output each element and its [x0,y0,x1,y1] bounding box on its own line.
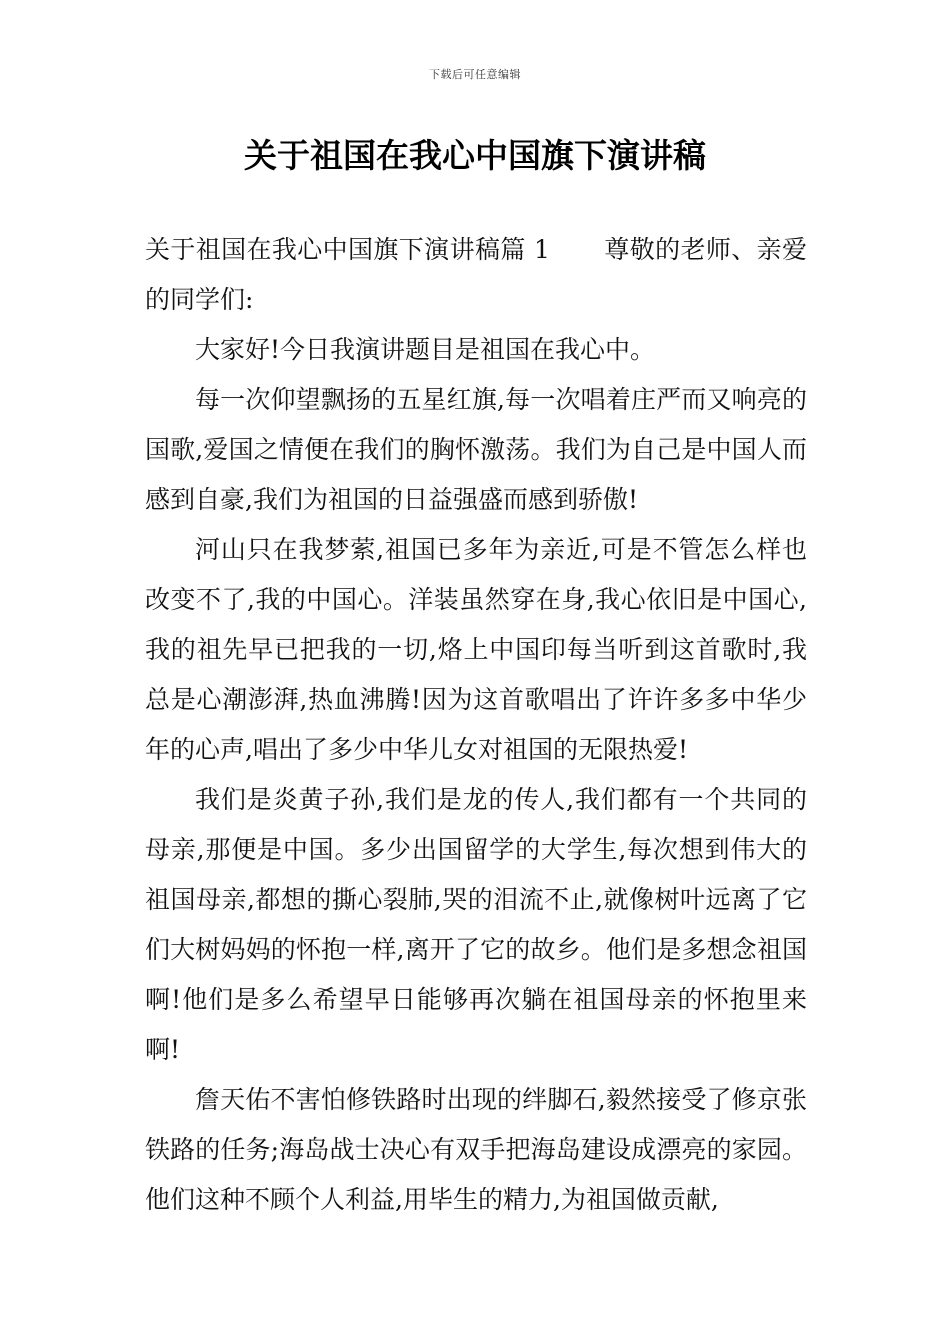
document-title: 关于祖国在我心中国旗下演讲稿 [244,136,706,175]
intro-paragraph [145,225,807,325]
body-paragraph-descendants: 我们是炎黄子孙,我们是龙的传人,我们都有一个共同的母亲,那便是中国。多少出国留学的大学生,每次想到伟大的祖国母亲,都想的撕心裂肺,哭的泪流不止,就像树叶远离了它们大树妈妈的怀抱一样,离开了它的故乡。他们是多想念祖国啊!他们是多么希望早日能够再次躺在祖国母亲的怀抱里来啊! [145,785,807,1064]
body-paragraph-flag: 每一次仰望飘扬的五星红旗,每一次唱着庄严而又响亮的国歌,爱国之情便在我们的胸怀激荡。我们为自己是中国人而感到自豪,我们为祖国的日益强盛而感到骄傲! [145,385,807,514]
intro-salutation: 尊敬的老师、亲爱的同学们: [145,235,807,314]
document-body [145,225,807,1225]
body-paragraph-zhan-tianyou: 詹天佑不害怕修铁路时出现的绊脚石,毅然接受了修京张铁路的任务;海岛战士决心有双手把海岛建设成漂亮的家园。他们这种不顾个人利益,用毕生的精力,为祖国做贡献, [145,1085,807,1214]
header-note: 下载后可任意编辑 [429,68,521,81]
body-paragraph-song: 河山只在我梦萦,祖国已多年为亲近,可是不管怎么样也改变不了,我的中国心。洋装虽然穿在身,我心依旧是中国心,我的祖先早已把我的一切,烙上中国印每当听到这首歌时,我总是心潮澎湃,热血沸腾!因为这首歌唱出了许许多多中华少年的心声,唱出了多少中华儿女对祖国的无限热爱! [145,535,807,764]
intro-heading: 关于祖国在我心中国旗下演讲稿篇 1 [145,235,550,264]
body-paragraph-greeting: 大家好!今日我演讲题目是祖国在我心中。 [195,335,656,364]
